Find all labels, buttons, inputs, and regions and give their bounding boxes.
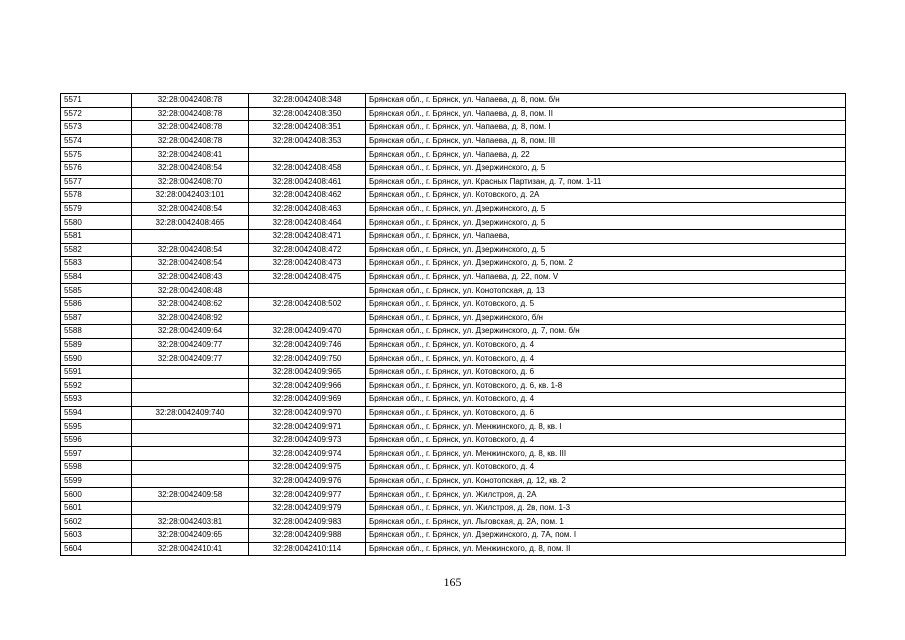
cadastral-number-cell: 32:28:0042409:740 [132,406,249,420]
object-cadastral-number-cell: 32:28:0042409:976 [249,474,366,488]
cadastral-number-cell: 32:28:0042409:58 [132,488,249,502]
table-row [61,148,846,162]
row-number-cell: 5577 [61,175,132,189]
object-cadastral-number-cell: 32:28:0042408:473 [249,257,366,271]
cadastral-number-cell: 32:28:0042408:70 [132,175,249,189]
registry-table-body [61,94,846,556]
address-cell: Брянская обл., г. Брянск, ул. Чапаева, д. 8, пом. II [366,107,846,121]
object-cadastral-number-cell: 32:28:0042409:974 [249,447,366,461]
row-number-cell: 5587 [61,311,132,325]
cadastral-number-cell [132,447,249,461]
object-cadastral-number-cell: 32:28:0042408:502 [249,297,366,311]
row-number-cell: 5585 [61,284,132,298]
row-number-cell: 5595 [61,420,132,434]
object-cadastral-number-cell: 32:28:0042408:348 [249,94,366,108]
address-cell: Брянская обл., г. Брянск, ул. Жилстроя, д. 2А [366,488,846,502]
object-cadastral-number-cell: 32:28:0042408:464 [249,216,366,230]
table-row [61,474,846,488]
cadastral-number-cell [132,433,249,447]
table-row [61,297,846,311]
row-number-cell: 5598 [61,461,132,475]
row-number-cell: 5601 [61,501,132,515]
table-row [61,175,846,189]
object-cadastral-number-cell [249,311,366,325]
object-cadastral-number-cell: 32:28:0042408:351 [249,121,366,135]
object-cadastral-number-cell: 32:28:0042409:983 [249,515,366,529]
object-cadastral-number-cell: 32:28:0042409:970 [249,406,366,420]
address-cell: Брянская обл., г. Брянск, ул. Чапаева, д. 8, пом. б/н [366,94,846,108]
address-cell: Брянская обл., г. Брянск, ул. Чапаева, д. 22, пом. V [366,270,846,284]
object-cadastral-number-cell: 32:28:0042408:463 [249,202,366,216]
object-cadastral-number-cell [249,148,366,162]
registry-table [60,93,846,556]
row-number-cell: 5575 [61,148,132,162]
cadastral-number-cell: 32:28:0042408:465 [132,216,249,230]
row-number-cell: 5589 [61,338,132,352]
object-cadastral-number-cell: 32:28:0042410:114 [249,542,366,556]
cadastral-number-cell: 32:28:0042408:62 [132,297,249,311]
object-cadastral-number-cell: 32:28:0042408:471 [249,229,366,243]
row-number-cell: 5592 [61,379,132,393]
cadastral-number-cell: 32:28:0042408:48 [132,284,249,298]
table-row [61,406,846,420]
row-number-cell: 5571 [61,94,132,108]
row-number-cell: 5594 [61,406,132,420]
table-row [61,529,846,543]
table-row [61,257,846,271]
table-row [61,311,846,325]
address-cell: Брянская обл., г. Брянск, ул. Дзержинского, д. 5 [366,243,846,257]
address-cell: Брянская обл., г. Брянск, ул. Менжинского, д. 8, кв. III [366,447,846,461]
cadastral-number-cell [132,474,249,488]
cadastral-number-cell: 32:28:0042408:78 [132,94,249,108]
cadastral-number-cell: 32:28:0042409:77 [132,352,249,366]
row-number-cell: 5599 [61,474,132,488]
address-cell: Брянская обл., г. Брянск, ул. Котовского, д. 6, кв. 1-8 [366,379,846,393]
cadastral-number-cell: 32:28:0042403:101 [132,189,249,203]
address-cell: Брянская обл., г. Брянск, ул. Конотопская, д. 12, кв. 2 [366,474,846,488]
table-row [61,420,846,434]
row-number-cell: 5574 [61,134,132,148]
address-cell: Брянская обл., г. Брянск, ул. Котовского, д. 4 [366,433,846,447]
object-cadastral-number-cell: 32:28:0042408:461 [249,175,366,189]
address-cell: Брянская обл., г. Брянск, ул. Котовского, д. 6 [366,406,846,420]
object-cadastral-number-cell: 32:28:0042409:973 [249,433,366,447]
table-row [61,121,846,135]
row-number-cell: 5603 [61,529,132,543]
object-cadastral-number-cell: 32:28:0042409:965 [249,365,366,379]
row-number-cell: 5602 [61,515,132,529]
cadastral-number-cell [132,365,249,379]
cadastral-number-cell: 32:28:0042409:77 [132,338,249,352]
address-cell: Брянская обл., г. Брянск, ул. Льговская, д. 2А, пом. 1 [366,515,846,529]
row-number-cell: 5588 [61,325,132,339]
table-row [61,338,846,352]
table-row [61,284,846,298]
cadastral-number-cell: 32:28:0042408:43 [132,270,249,284]
object-cadastral-number-cell: 32:28:0042409:750 [249,352,366,366]
cadastral-number-cell: 32:28:0042408:78 [132,107,249,121]
cadastral-number-cell [132,229,249,243]
address-cell: Брянская обл., г. Брянск, ул. Котовского, д. 4 [366,461,846,475]
address-cell: Брянская обл., г. Брянск, ул. Котовского, д. 4 [366,352,846,366]
table-row [61,202,846,216]
row-number-cell: 5596 [61,433,132,447]
cadastral-number-cell: 32:28:0042408:92 [132,311,249,325]
address-cell: Брянская обл., г. Брянск, ул. Котовского, д. 4 [366,338,846,352]
row-number-cell: 5600 [61,488,132,502]
table-row [61,161,846,175]
object-cadastral-number-cell: 32:28:0042409:969 [249,393,366,407]
row-number-cell: 5582 [61,243,132,257]
table-row [61,379,846,393]
address-cell: Брянская обл., г. Брянск, ул. Дзержинского, д. 5 [366,161,846,175]
object-cadastral-number-cell: 32:28:0042409:979 [249,501,366,515]
cadastral-number-cell [132,461,249,475]
address-cell: Брянская обл., г. Брянск, ул. Дзержинского, д. 5 [366,216,846,230]
cadastral-number-cell [132,379,249,393]
table-row [61,461,846,475]
address-cell: Брянская обл., г. Брянск, ул. Чапаева, д. 8, пом. III [366,134,846,148]
address-cell: Брянская обл., г. Брянск, ул. Конотопская, д. 13 [366,284,846,298]
row-number-cell: 5597 [61,447,132,461]
address-cell: Брянская обл., г. Брянск, ул. Чапаева, [366,229,846,243]
cadastral-number-cell [132,501,249,515]
table-row [61,365,846,379]
cadastral-number-cell [132,393,249,407]
row-number-cell: 5581 [61,229,132,243]
table-row [61,189,846,203]
row-number-cell: 5590 [61,352,132,366]
address-cell: Брянская обл., г. Брянск, ул. Котовского, д. 2А [366,189,846,203]
object-cadastral-number-cell: 32:28:0042408:350 [249,107,366,121]
object-cadastral-number-cell: 32:28:0042408:472 [249,243,366,257]
page-number: 165 [443,575,462,589]
address-cell: Брянская обл., г. Брянск, ул. Менжинского, д. 8, кв. I [366,420,846,434]
address-cell: Брянская обл., г. Брянск, ул. Жилстроя, д. 2в, пом. 1-3 [366,501,846,515]
object-cadastral-number-cell: 32:28:0042409:746 [249,338,366,352]
table-row [61,243,846,257]
table-row [61,501,846,515]
cadastral-number-cell: 32:28:0042408:54 [132,202,249,216]
cadastral-number-cell: 32:28:0042408:78 [132,134,249,148]
address-cell: Брянская обл., г. Брянск, ул. Котовского, д. 4 [366,393,846,407]
row-number-cell: 5586 [61,297,132,311]
cadastral-number-cell: 32:28:0042408:41 [132,148,249,162]
cadastral-number-cell: 32:28:0042409:65 [132,529,249,543]
address-cell: Брянская обл., г. Брянск, ул. Дзержинского, д. 5, пом. 2 [366,257,846,271]
address-cell: Брянская обл., г. Брянск, ул. Дзержинского, д. 7А, пом. I [366,529,846,543]
table-row [61,270,846,284]
table-row [61,542,846,556]
address-cell: Брянская обл., г. Брянск, ул. Дзержинского, д. 5 [366,202,846,216]
address-cell: Брянская обл., г. Брянск, ул. Менжинского, д. 8, пом. II [366,542,846,556]
row-number-cell: 5572 [61,107,132,121]
table-row [61,352,846,366]
object-cadastral-number-cell: 32:28:0042409:977 [249,488,366,502]
object-cadastral-number-cell: 32:28:0042408:475 [249,270,366,284]
object-cadastral-number-cell: 32:28:0042409:971 [249,420,366,434]
table-row [61,433,846,447]
object-cadastral-number-cell: 32:28:0042409:470 [249,325,366,339]
address-cell: Брянская обл., г. Брянск, ул. Котовского, д. 6 [366,365,846,379]
table-row [61,393,846,407]
row-number-cell: 5604 [61,542,132,556]
row-number-cell: 5580 [61,216,132,230]
object-cadastral-number-cell: 32:28:0042409:988 [249,529,366,543]
table-row [61,325,846,339]
cadastral-number-cell: 32:28:0042408:54 [132,257,249,271]
object-cadastral-number-cell: 32:28:0042409:966 [249,379,366,393]
table-row [61,447,846,461]
address-cell: Брянская обл., г. Брянск, ул. Дзержинского, д. 7, пом. б/н [366,325,846,339]
object-cadastral-number-cell: 32:28:0042408:353 [249,134,366,148]
table-row [61,134,846,148]
address-cell: Брянская обл., г. Брянск, ул. Чапаева, д. 8, пом. I [366,121,846,135]
cadastral-number-cell: 32:28:0042408:78 [132,121,249,135]
table-row [61,488,846,502]
table-row [61,94,846,108]
table-row [61,229,846,243]
cadastral-number-cell: 32:28:0042408:54 [132,243,249,257]
table-row [61,107,846,121]
cadastral-number-cell: 32:28:0042409:64 [132,325,249,339]
address-cell: Брянская обл., г. Брянск, ул. Красных Партизан, д. 7, пом. 1-11 [366,175,846,189]
table-row [61,216,846,230]
row-number-cell: 5593 [61,393,132,407]
row-number-cell: 5578 [61,189,132,203]
address-cell: Брянская обл., г. Брянск, ул. Чапаева, д. 22 [366,148,846,162]
object-cadastral-number-cell [249,284,366,298]
cadastral-number-cell: 32:28:0042410:41 [132,542,249,556]
row-number-cell: 5576 [61,161,132,175]
address-cell: Брянская обл., г. Брянск, ул. Дзержинского, б/н [366,311,846,325]
object-cadastral-number-cell: 32:28:0042408:458 [249,161,366,175]
object-cadastral-number-cell: 32:28:0042408:462 [249,189,366,203]
object-cadastral-number-cell: 32:28:0042409:975 [249,461,366,475]
cadastral-number-cell: 32:28:0042408:54 [132,161,249,175]
row-number-cell: 5591 [61,365,132,379]
address-cell: Брянская обл., г. Брянск, ул. Котовского, д. 5 [366,297,846,311]
cadastral-number-cell: 32:28:0042403:81 [132,515,249,529]
row-number-cell: 5573 [61,121,132,135]
row-number-cell: 5579 [61,202,132,216]
cadastral-number-cell [132,420,249,434]
table-row [61,515,846,529]
row-number-cell: 5583 [61,257,132,271]
row-number-cell: 5584 [61,270,132,284]
